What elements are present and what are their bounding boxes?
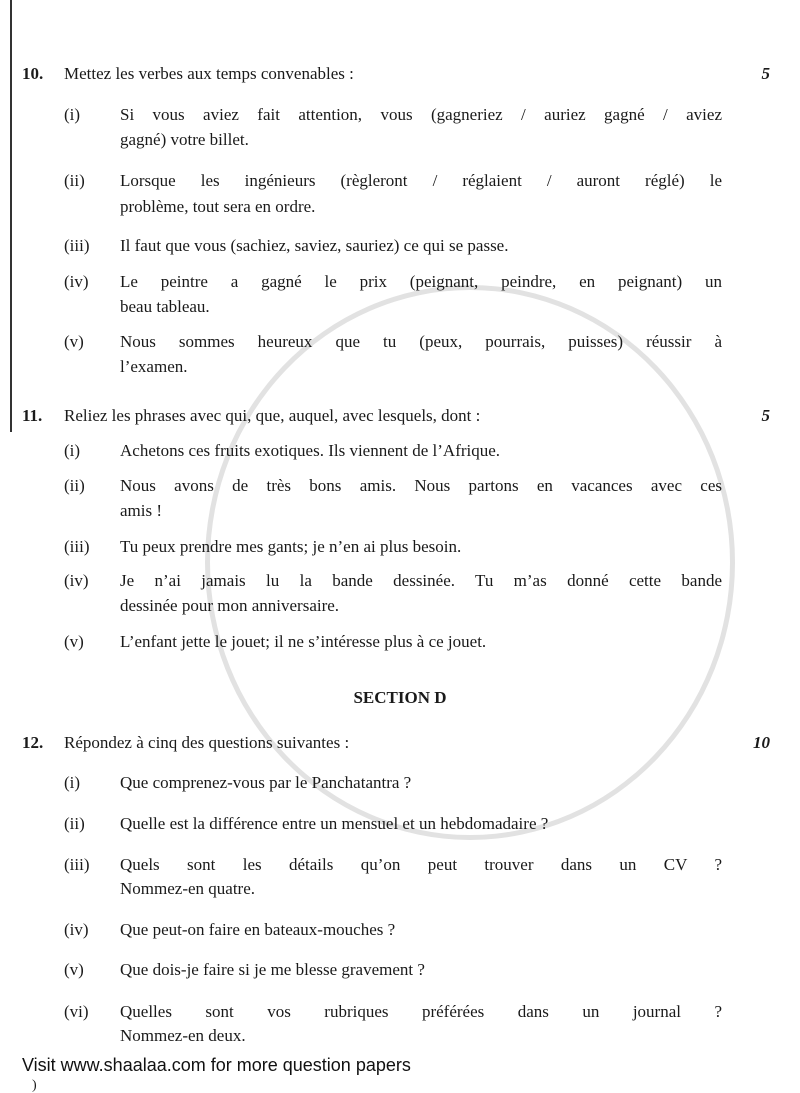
item-label: (iv) [64, 272, 89, 291]
question-number: 12. [22, 733, 44, 752]
question-prompt: Mettez les verbes aux temps convenables : [64, 64, 354, 83]
question-prompt: Reliez les phrases avec qui, que, auquel, avec lesquels, dont : [64, 406, 481, 425]
item-text-line: Nous sommes heureux que tu (peux, pourrais, puisses) réussir à [120, 332, 722, 351]
item-text-line: Que peut-on faire en bateaux-mouches ? [120, 920, 396, 939]
item-label: (i) [64, 441, 81, 460]
item-text-line: Nommez-en deux. [120, 1026, 246, 1045]
item-text-line: Quelles sont vos rubriques préférées dans un journal ? [120, 1002, 722, 1021]
item-text-line: Je n’ai jamais lu la bande dessinée. Tu m’as donné cette bande [120, 571, 722, 590]
item-label: (iv) [64, 920, 89, 939]
item-text-line: l’examen. [120, 357, 188, 376]
item-text-line: Quelle est la différence entre un mensuel et un hebdomadaire ? [120, 814, 549, 833]
margin-rule [10, 0, 12, 432]
item-text-line: Quels sont les détails qu’on peut trouver dans un CV ? [120, 855, 722, 874]
item-label: (v) [64, 632, 84, 651]
item-label: (vi) [64, 1002, 89, 1021]
item-label: (v) [64, 960, 84, 979]
item-label: (iii) [64, 855, 90, 874]
item-label: (ii) [64, 171, 85, 190]
footer-link-text[interactable]: Visit www.shaalaa.com for more question papers [22, 1055, 411, 1075]
item-text-line: Le peintre a gagné le prix (peignant, peindre, en peignant) un [120, 272, 722, 291]
question-number: 11. [22, 406, 43, 425]
question-marks: 5 [761, 406, 770, 425]
item-text-line: amis ! [120, 501, 163, 520]
item-label: (iii) [64, 236, 90, 255]
item-text-line: L’enfant jette le jouet; il ne s’intéresse plus à ce jouet. [120, 632, 487, 651]
section-heading: SECTION D [353, 688, 447, 707]
item-text-line: beau tableau. [120, 297, 210, 316]
item-text-line: Que dois-je faire si je me blesse gravement ? [120, 960, 425, 979]
item-text-line: Tu peux prendre mes gants; je n’en ai plus besoin. [120, 537, 462, 556]
question-marks: 10 [753, 733, 770, 752]
item-label: (v) [64, 332, 84, 351]
item-label: (i) [64, 105, 81, 124]
item-text-line: Lorsque les ingénieurs (règleront / réglaient / auront réglé) le [120, 171, 722, 190]
item-text-line: Il faut que vous (sachiez, saviez, sauriez) ce qui se passe. [120, 236, 509, 255]
stray-mark: ) [32, 1078, 37, 1093]
item-label: (iv) [64, 571, 89, 590]
item-label: (i) [64, 773, 81, 792]
item-text-line: dessinée pour mon anniversaire. [120, 596, 340, 615]
item-label: (ii) [64, 476, 85, 495]
item-text-line: Nous avons de très bons amis. Nous partons en vacances avec ces [120, 476, 722, 495]
item-label: (ii) [64, 814, 85, 833]
question-number: 10. [22, 64, 44, 83]
question-prompt: Répondez à cinq des questions suivantes : [64, 733, 350, 752]
item-label: (iii) [64, 537, 90, 556]
item-text-line: gagné) votre billet. [120, 130, 249, 149]
item-text-line: problème, tout sera en ordre. [120, 197, 316, 216]
item-text-line: Si vous aviez fait attention, vous (gagneriez / auriez gagné / aviez [120, 105, 722, 124]
item-text-line: Achetons ces fruits exotiques. Ils viennent de l’Afrique. [120, 441, 501, 460]
item-text-line: Que comprenez-vous par le Panchatantra ? [120, 773, 412, 792]
item-text-line: Nommez-en quatre. [120, 879, 255, 898]
question-marks: 5 [761, 64, 770, 83]
